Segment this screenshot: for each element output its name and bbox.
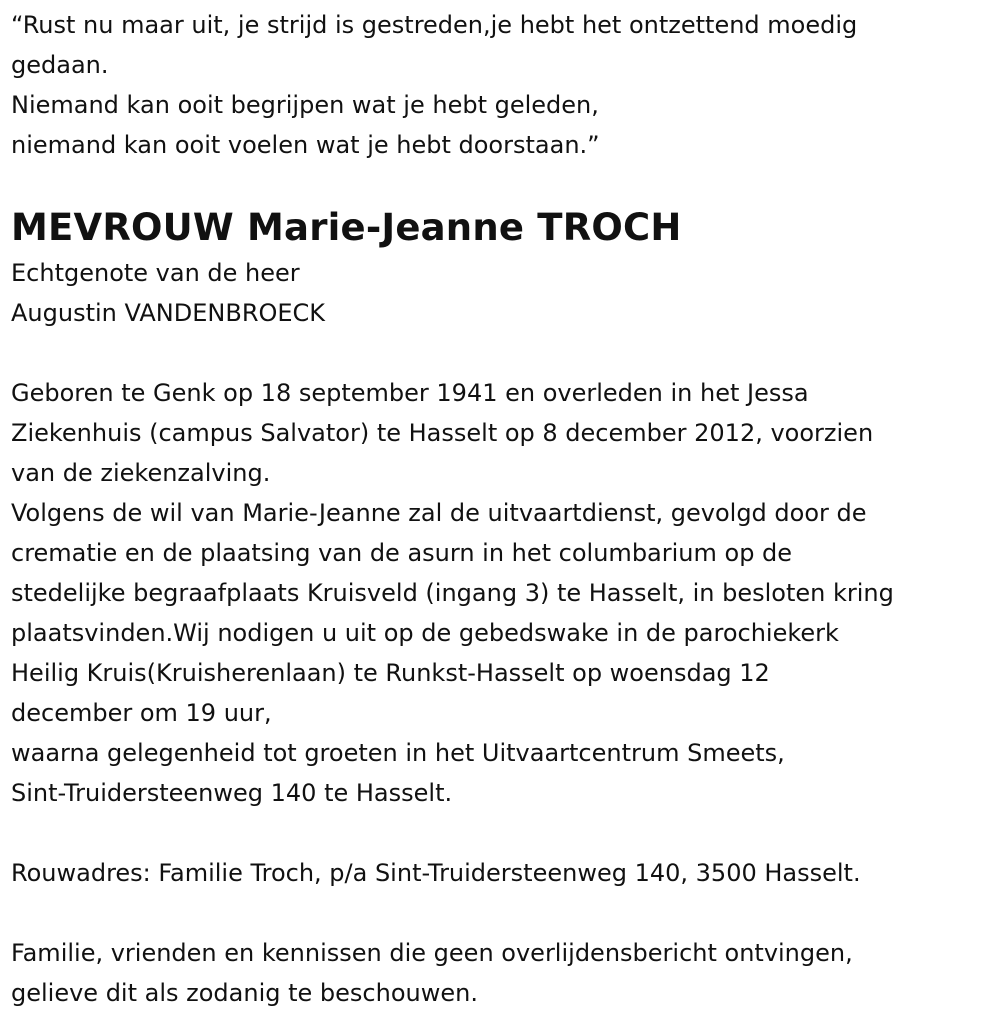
body-line: Volgens de wil van Marie-Jeanne zal de uitvaartdienst, gevolgd door de	[11, 499, 867, 527]
spacer	[11, 893, 996, 933]
deceased-name: MEVROUW Marie-Jeanne TROCH	[11, 206, 682, 249]
spacer	[11, 813, 996, 853]
closing-line: Familie, vrienden en kennissen die geen overlijdensbericht ontvingen,	[11, 939, 853, 967]
body-line: december om 19 uur,	[11, 699, 272, 727]
body-line: Geboren te Genk op 18 september 1941 en overleden in het Jessa	[11, 379, 809, 407]
closing-note	[11, 933, 996, 1013]
closing-line: gelieve dit als zodanig te beschouwen.	[11, 979, 478, 1007]
body-line: stedelijke begraafplaats Kruisveld (ingang 3) te Hasselt, in besloten kring	[11, 579, 894, 607]
mourning-address: Rouwadres: Familie Troch, p/a Sint-Truidersteenweg 140, 3500 Hasselt.	[11, 859, 861, 887]
poem-line: Niemand kan ooit begrijpen wat je hebt geleden,	[11, 91, 599, 119]
body-line: crematie en de plaatsing van de asurn in het columbarium op de	[11, 539, 793, 567]
body-line: van de ziekenzalving.	[11, 459, 271, 487]
poem-line: “Rust nu maar uit, je strijd is gestreden,je hebt het ontzettend moedig	[11, 11, 858, 39]
obituary-notice	[11, 5, 996, 1013]
spouse-line: Echtgenote van de heer	[11, 259, 300, 287]
spouse-line: Augustin VANDENBROECK	[11, 299, 326, 327]
body-line: Ziekenhuis (campus Salvator) te Hasselt op 8 december 2012, voorzien	[11, 419, 874, 447]
spacer	[11, 165, 996, 195]
poem	[11, 5, 996, 165]
spacer	[11, 333, 996, 373]
body-text	[11, 373, 996, 813]
body-line: plaatsvinden.Wij nodigen u uit op de gebedswake in de parochiekerk	[11, 619, 839, 647]
spouse-info	[11, 253, 996, 333]
poem-line: gedaan.	[11, 51, 109, 79]
body-line: Sint-Truidersteenweg 140 te Hasselt.	[11, 779, 453, 807]
body-line: Heilig Kruis(Kruisherenlaan) te Runkst-Hasselt op woensdag 12	[11, 659, 770, 687]
poem-line: niemand kan ooit voelen wat je hebt doorstaan.”	[11, 131, 600, 159]
body-line: waarna gelegenheid tot groeten in het Uitvaartcentrum Smeets,	[11, 739, 785, 767]
